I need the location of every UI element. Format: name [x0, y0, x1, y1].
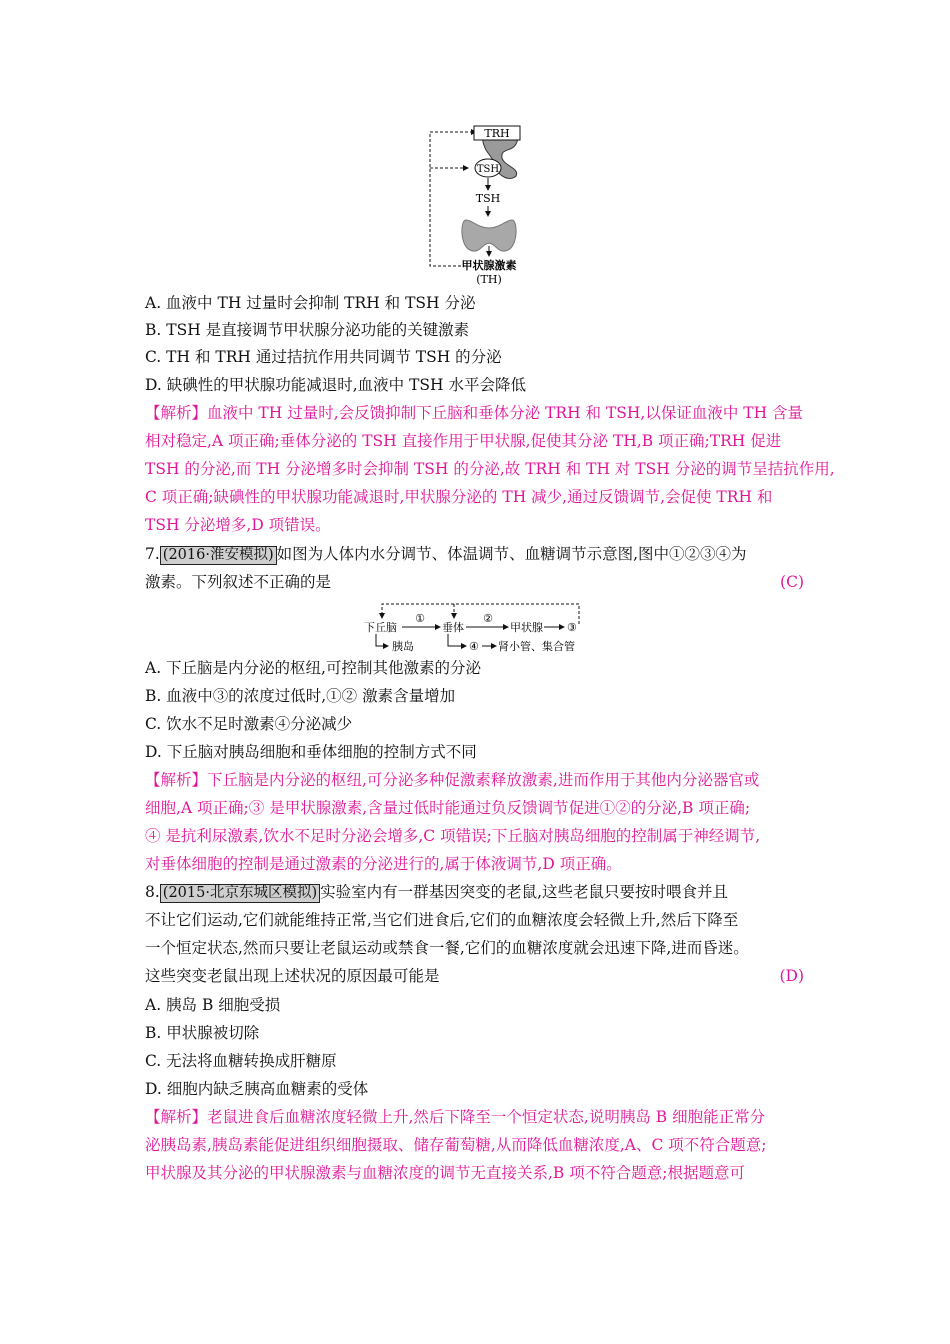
q7-option-d: D. 下丘脑对胰岛细胞和垂体细胞的控制方式不同 [145, 743, 477, 761]
q7-analysis-line: ④ 是抗利尿激素,饮水不足时分泌会增多,C 项错误;下丘脑对胰岛细胞的控制属于神经调节, [145, 827, 761, 845]
q6-option-a: A. 血液中 TH 过量时会抑制 TRH 和 TSH 分泌 [145, 294, 476, 312]
q6-analysis-line: C 项正确;缺碘性的甲状腺功能减退时,甲状腺分泌的 TH 减少,通过反馈调节,会促使 TRH 和 [145, 488, 773, 506]
q7-analysis-line: 细胞,A 项正确;③ 是甲状腺激素,含量过低时能通过负反馈调节促进①②的分泌,B 项正确; [145, 799, 751, 817]
q8-number: 8. [145, 883, 160, 901]
regulation-flow-diagram [362, 598, 592, 654]
q8-option-b: B. 甲状腺被切除 [145, 1024, 260, 1042]
q8-analysis-line: 甲状腺及其分泌的甲状腺激素与血糖浓度的调节无直接关系,B 项不符合题意;根据题意可 [145, 1164, 745, 1182]
q7-option-b: B. 血液中③的浓度过低时,①② 激素含量增加 [145, 687, 456, 705]
q6-analysis-line: TSH 的分泌,而 TH 分泌增多时会抑制 TSH 的分泌,故 TRH 和 TH 对 TSH 分泌的调节呈拮抗作用, [145, 460, 835, 478]
hormone-4-label: ④ [469, 640, 479, 653]
q7-option-a: A. 下丘脑是内分泌的枢纽,可控制其他激素的分泌 [145, 659, 481, 677]
tsh-label: TSH [475, 192, 501, 205]
kidney-tubule-label: 肾小管、集合管 [498, 640, 575, 653]
q7-answer: (C) [780, 573, 804, 591]
th-abbr-label: (TH) [476, 273, 502, 286]
q8-stem-line2: 不让它们运动,它们就能维持正常,当它们进食后,它们的血糖浓度会轻微上升,然后下降至 [145, 911, 739, 929]
hormone-3-label: ③ [567, 621, 577, 634]
q8-stem-line1 [145, 882, 728, 903]
q8-analysis-line: 泌胰岛素,胰岛素能促进组织细胞摄取、储存葡萄糖,从而降低血糖浓度,A、C 项不符合题意; [145, 1136, 767, 1154]
thyroid-label: 甲状腺 [510, 621, 543, 634]
q8-analysis-line: 【解析】老鼠进食后血糖浓度轻微上升,然后下降至一个恒定状态,说明胰岛 B 细胞能正常分 [145, 1108, 766, 1126]
q8-stem-line3: 一个恒定状态,然而只要让老鼠运动或禁食一餐,它们的血糖浓度就会迅速下降,进而昏迷。 [145, 939, 749, 957]
thyroid-axis-diagram [420, 120, 535, 290]
q7-option-c: C. 饮水不足时激素④分泌减少 [145, 715, 353, 733]
q6-option-c: C. TH 和 TRH 通过拮抗作用共同调节 TSH 的分泌 [145, 348, 502, 366]
q8-stem: 实验室内有一群基因突变的老鼠,这些老鼠只要按时喂食并且 [320, 883, 729, 901]
q7-analysis-line: 对垂体细胞的控制是通过激素的分泌进行的,属于体液调节,D 项正确。 [145, 855, 622, 873]
hormone-2-label: ② [483, 612, 493, 625]
q6-analysis-line: 【解析】血液中 TH 过量时,会反馈抑制下丘脑和垂体分泌 TRH 和 TSH,以保证血液中 TH 含量 [145, 404, 804, 422]
trh-label: TRH [484, 127, 510, 140]
islet-label: 胰岛 [392, 640, 414, 653]
tsh-circle-label: TSH [476, 164, 500, 175]
q8-option-c: C. 无法将血糖转换成肝糖原 [145, 1052, 337, 1070]
q7-analysis-line: 【解析】下丘脑是内分泌的枢纽,可分泌多种促激素释放激素,进而作用于其他内分泌器官或 [145, 771, 760, 789]
th-name-label: 甲状腺激素 [461, 259, 517, 272]
q8-stem-line4: 这些突变老鼠出现上述状况的原因最可能是 [145, 967, 440, 985]
q7-number: 7. [145, 545, 160, 563]
q8-answer: (D) [779, 967, 804, 985]
hormone-1-label: ① [415, 612, 425, 625]
q6-analysis-line: 相对稳定,A 项正确;垂体分泌的 TSH 直接作用于甲状腺,促使其分泌 TH,B 项正确;TRH 促进 [145, 432, 782, 450]
q8-option-d: D. 细胞内缺乏胰高血糖素的受体 [145, 1080, 369, 1098]
q6-option-d: D. 缺碘性的甲状腺功能减退时,血液中 TSH 水平会降低 [145, 376, 526, 394]
q7-source-tag: (2016·淮安模拟) [160, 546, 277, 565]
q7-stem-line2: 激素。下列叙述不正确的是 [145, 573, 332, 591]
q6-analysis-line: TSH 分泌增多,D 项错误。 [145, 516, 331, 534]
q6-option-b: B. TSH 是直接调节甲状腺分泌功能的关键激素 [145, 321, 470, 339]
q7-stem-line1 [145, 544, 747, 565]
hypothalamus-label: 下丘脑 [364, 621, 397, 634]
q8-option-a: A. 胰岛 B 细胞受损 [145, 996, 281, 1014]
pituitary-label: 垂体 [442, 621, 464, 634]
q8-source-tag: (2015·北京东城区模拟) [160, 884, 320, 903]
q7-stem: 如图为人体内水分调节、体温调节、血糖调节示意图,图中①②③④为 [276, 545, 747, 563]
